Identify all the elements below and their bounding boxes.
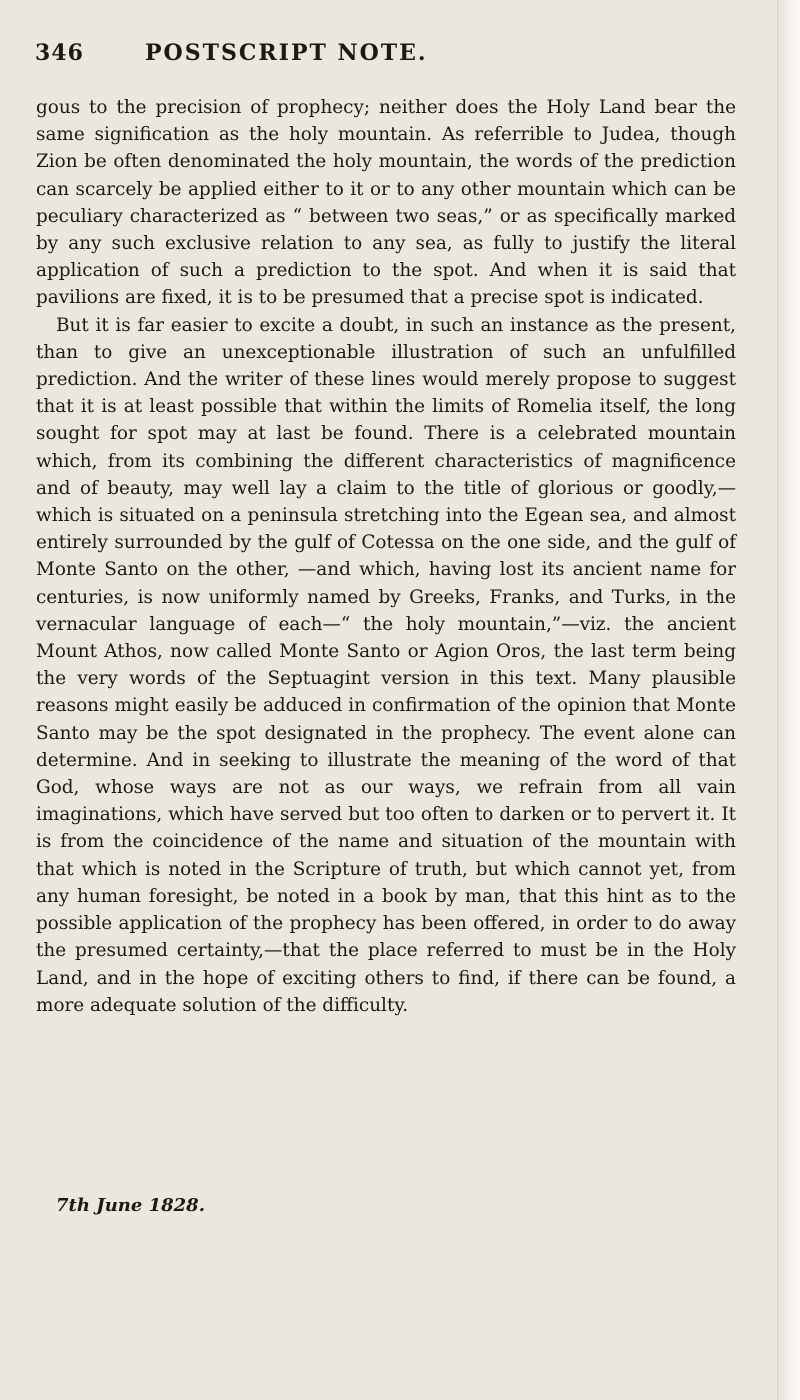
- body-text: [36, 94, 736, 1019]
- page-number: 346: [35, 40, 84, 66]
- page-header: [35, 38, 735, 74]
- paragraph-1: gous to the precision of prophecy; neither does the Holy Land bear the same signification as the holy mountain. As referrible to Judea, though Zion be often denominated the holy mountain, the words of the prediction can scarcely be applied either to it or to any other mountain which can be peculiary characterized as “ between two seas,” or as specifically marked by any such exclusive relation to any sea, as fully to justify the literal application of such a prediction to the spot. And when it is said that pavilions are fixed, it is to be presumed that a precise spot is indicated.: [36, 97, 736, 309]
- date-line: 7th June 1828.: [56, 1195, 205, 1216]
- paragraph-2: But it is far easier to excite a doubt, in such an instance as the present, than to give an unexceptionable illustration of such an unfulfilled prediction. And the writer of these lines would merely propose to suggest that it is at least possible that within the limits of Romelia itself, the long sought for spot may at last be found. There is a celebrated mountain which, from its combining the different characteristics of magnificence and of beauty, may well lay a claim to the title of glorious or goodly,—which is situated on a peninsula stretching into the Egean sea, and almost entirely surrounded by the gulf of Cotessa on the one side, and the gulf of Monte Santo on the other, —and which, having lost its ancient name for centuries, is now uniformly named by Greeks, Franks, and Turks, in the vernacular language of each—“ the holy mountain,”—viz. the ancient Mount Athos, now called Monte Santo or Agion Oros, the last term being the very words of the Septuagint version in this text. Many plausible reasons might easily be adduced in confirmation of the opinion that Monte Santo may be the spot designated in the prophecy. The event alone can determine. And in seeking to illustrate the meaning of the word of that God, whose ways are not as our ways, we refrain from all vain imaginations, which have served but too often to darken or to pervert it. It is from the coincidence of the name and situation of the mountain with that which is noted in the Scripture of truth, but which cannot yet, from any human foresight, be noted in a book by man, that this hint as to the possible application of the prophecy has been offered, in order to do away the presumed certainty,—that the place referred to must be in the Holy Land, and in the hope of exciting others to find, if there can be found, a more adequate solution of the difficulty.: [36, 314, 736, 1016]
- running-title: POSTSCRIPT NOTE.: [145, 40, 428, 66]
- page-edge: [777, 0, 800, 1400]
